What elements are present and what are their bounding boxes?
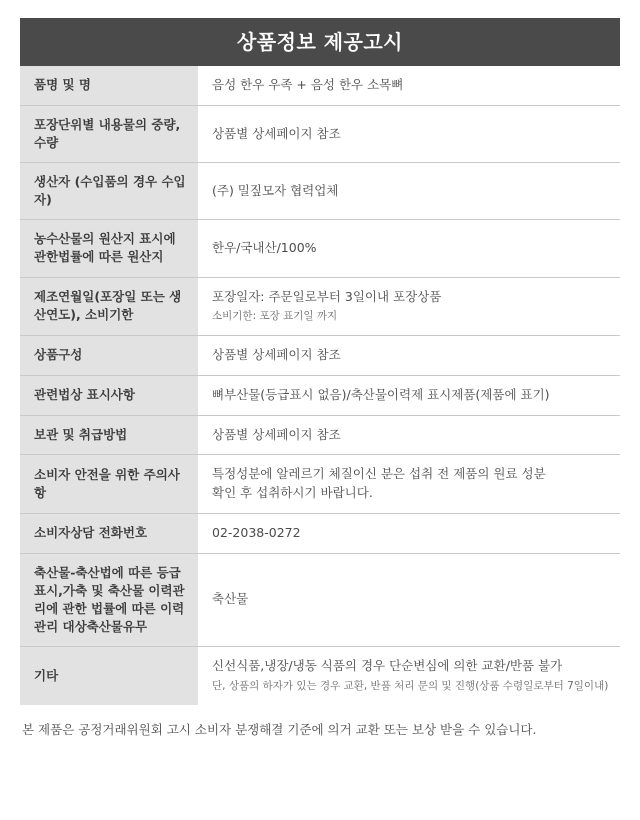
row-label: 포장단위별 내용물의 중량,수량	[20, 105, 198, 162]
table-row	[20, 105, 620, 162]
table-row	[20, 336, 620, 376]
row-value	[198, 455, 620, 514]
row-label: 소비자상담 전화번호	[20, 513, 198, 553]
row-value	[198, 220, 620, 277]
row-value-line: (주) 밀짚모자 협력업체	[212, 182, 339, 198]
row-value-line: 축산물	[212, 591, 249, 607]
page-title: 상품정보 제공고시	[20, 18, 620, 66]
row-value-line: 포장일자: 주문일로부터 3일이내 포장상품	[212, 288, 442, 304]
row-value	[198, 513, 620, 553]
row-value-line: 상품별 상세페이지 참조	[212, 426, 341, 442]
table-row	[20, 163, 620, 220]
row-label: 관련법상 표시사항	[20, 375, 198, 415]
row-label: 생산자 (수입품의 경우 수입자)	[20, 163, 198, 220]
row-label: 소비자 안전을 위한 주의사항	[20, 455, 198, 514]
row-label: 축산물-축산법에 따른 등급 표시,가축 및 축산물 이력관리에 관한 법률에 따른 이력관리 대상축산물유무	[20, 553, 198, 647]
row-value	[198, 66, 620, 105]
row-value-line: 뼈부산물(등급표시 없음)/축산물이력제 표시제품(제품에 표기)	[212, 386, 550, 402]
table-row	[20, 220, 620, 277]
row-label: 상품구성	[20, 336, 198, 376]
row-value-line: 음성 한우 우족 + 음성 한우 소목뼈	[212, 77, 404, 92]
table-row	[20, 415, 620, 455]
row-value-subline: 단, 상품의 하자가 있는 경우 교환, 반품 처리 문의 및 진행(상품 수령일로부터 7일이내)	[212, 679, 609, 692]
row-value-line: 특정성분에 알레르기 체질이신 분은 섭취 전 제품의 원료 성분	[212, 466, 546, 482]
row-label: 품명 및 명	[20, 66, 198, 105]
row-value-line: 02-2038-0272	[212, 524, 301, 540]
row-value-line: 상품별 상세페이지 참조	[212, 347, 341, 362]
row-value	[198, 647, 620, 705]
row-value	[198, 375, 620, 415]
row-label: 기타	[20, 647, 198, 705]
footer-note: 본 제품은 공정거래위원회 고시 소비자 분쟁해결 기준에 의거 교환 또는 보상 받을 수 있습니다.	[22, 721, 537, 737]
row-value-line: 신선식품,냉장/냉동 식품의 경우 단순변심에 의한 교환/반품 불가	[212, 658, 563, 673]
row-value	[198, 415, 620, 455]
row-value	[198, 336, 620, 376]
table-row	[20, 647, 620, 705]
table-row	[20, 513, 620, 553]
row-value-line: 상품별 상세페이지 참조	[212, 125, 341, 141]
table-row	[20, 455, 620, 514]
table-row	[20, 553, 620, 647]
row-value-line-2: 확인 후 섭취하시기 바랍니다.	[212, 485, 373, 500]
row-value	[198, 277, 620, 336]
row-label: 보관 및 취급방법	[20, 415, 198, 455]
row-label: 농수산물의 원산지 표시에 관한법률에 따른 원산지	[20, 220, 198, 277]
table-row	[20, 375, 620, 415]
table-row	[20, 66, 620, 105]
row-value	[198, 163, 620, 220]
row-value	[198, 553, 620, 647]
product-info-table	[20, 66, 620, 705]
row-value-subline: 소비기한: 포장 표기일 까지	[212, 310, 338, 323]
table-row	[20, 277, 620, 336]
row-value	[198, 105, 620, 162]
row-value-line: 한우/국내산/100%	[212, 240, 317, 255]
row-label: 제조연월일(포장일 또는 생산연도), 소비기한	[20, 277, 198, 336]
